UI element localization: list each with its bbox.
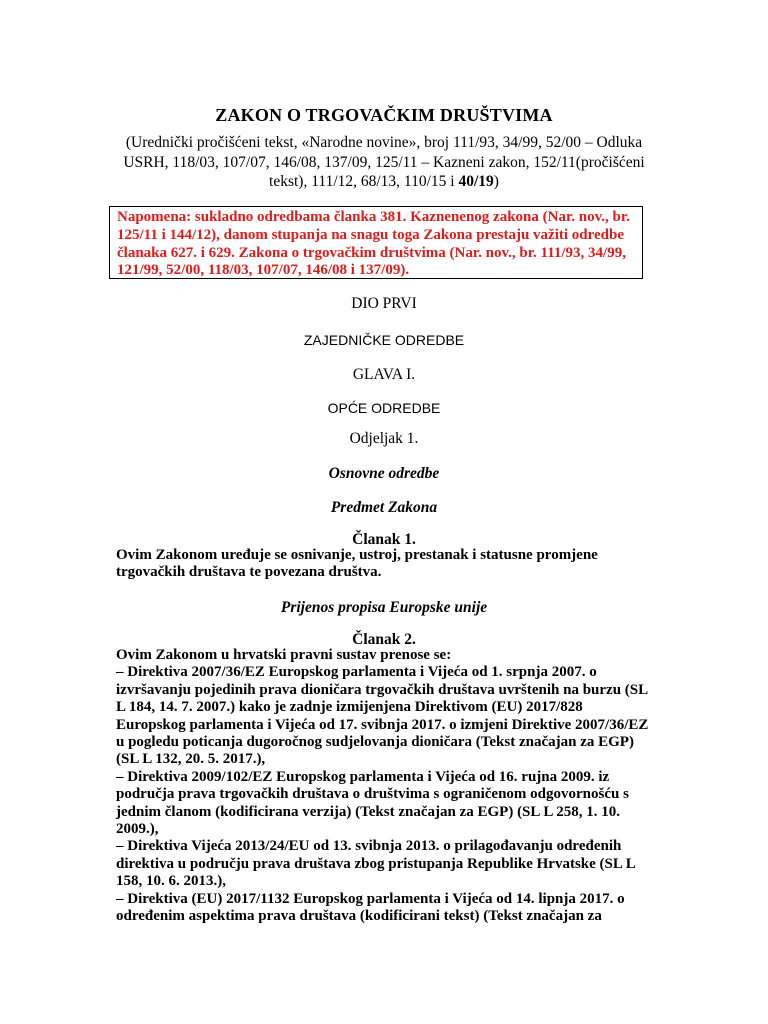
document-subtitle (110, 133, 658, 192)
article-2-intro: Ovim Zakonom u hrvatski pravni sustav prenose se: (116, 647, 452, 663)
article-2-item: – Direktiva Vijeća 2013/24/EU od 13. svibnja 2013. o prilagođavanju određenih direktiva u području prava društava zbog pristupanja Republike Hrvatske (SL L 158, 10. 6. 2013.), (116, 838, 635, 890)
article-2-heading: Članak 2. (352, 631, 416, 648)
chapter-title: OPĆE ODREDBE (327, 400, 441, 416)
note-box: Napomena: sukladno odredbama članka 381. Kaznenenog zakona (Nar. nov., br. 125/11 i 144/12), danom stupanja na snagu toga Zakona prestaju važiti odredbe članaka 627. i 629. Zakona o trgovačkim društvima (Nar. nov., br. 111/93, 34/99, 121/99, 52/00, 118/03, 107/07, 146/08 i 137/09). (109, 206, 643, 279)
part-title: ZAJEDNIČKE ODREDBE (303, 332, 465, 348)
subtitle-bold-number: 40/19 (458, 173, 494, 190)
section-title: Osnovne odredbe (328, 465, 440, 482)
article-2-item: – Direktiva 2007/36/EZ Europskog parlamenta i Vijeća od 1. srpnja 2007. o izvršavanju pojedinih prava dioničara trgovačkih društava uvrštenih na burzu (SL L 184, 14. 7. 2007.) kako je zadnje izmijenjena Direktivom (EU) 2017/828 Europskog parlamenta i Vijeća od 17. svibnja 2017. o izmjeni Direktive 2007/36/EZ u pogledu poticanja dugoročnog sudjelovanja dioničara (Tekst značajan za EGP) (SL L 132, 20. 5. 2017.), (116, 664, 649, 768)
subtitle-text: (Urednički pročišćeni tekst, «Narodne novine», broj 111/93, 34/99, 52/00 – Odluka USRH, 118/03, 107/07, 146/08, 137/09, 125/11 – Kazneni zakon, 152/11(pročišćeni tekst), 111/12, 68/13, 110/15 i (123, 134, 645, 190)
article-2-text (116, 647, 656, 926)
part-label: DIO PRVI (351, 295, 417, 312)
document-title: ZAKON O TRGOVAČKIM DRUŠTVIMA (215, 105, 553, 125)
article-1-heading: Članak 1. (352, 531, 416, 548)
article-1-paragraph: Ovim Zakonom uređuje se osnivanje, ustroj, prestanak i statusne promjene trgovačkih društava te povezana društva. (116, 547, 598, 581)
subject-heading: Predmet Zakona (330, 499, 438, 516)
article-2-item: – Direktiva 2009/102/EZ Europskog parlamenta i Vijeća od 16. rujna 2009. iz područja prava trgovačkih društava o društvima s ograničenom odgovornošću s jednim članom (kodificirana verzija) (Tekst značajan za EGP) (SL L 258, 1. 10. 2009.), (116, 768, 629, 838)
article-2-item: – Direktiva (EU) 2017/1132 Europskog parlamenta i Vijeća od 14. lipnja 2017. o određenim aspektima prava društava (kodificirani tekst) (Tekst značajan za (116, 890, 625, 925)
section-label: Odjeljak 1. (349, 430, 419, 447)
chapter-label: GLAVA I. (352, 366, 416, 383)
subtitle-close: ) (493, 173, 499, 190)
transposition-heading: Prijenos propisa Europske unije (280, 599, 488, 616)
article-1-text (116, 547, 656, 582)
